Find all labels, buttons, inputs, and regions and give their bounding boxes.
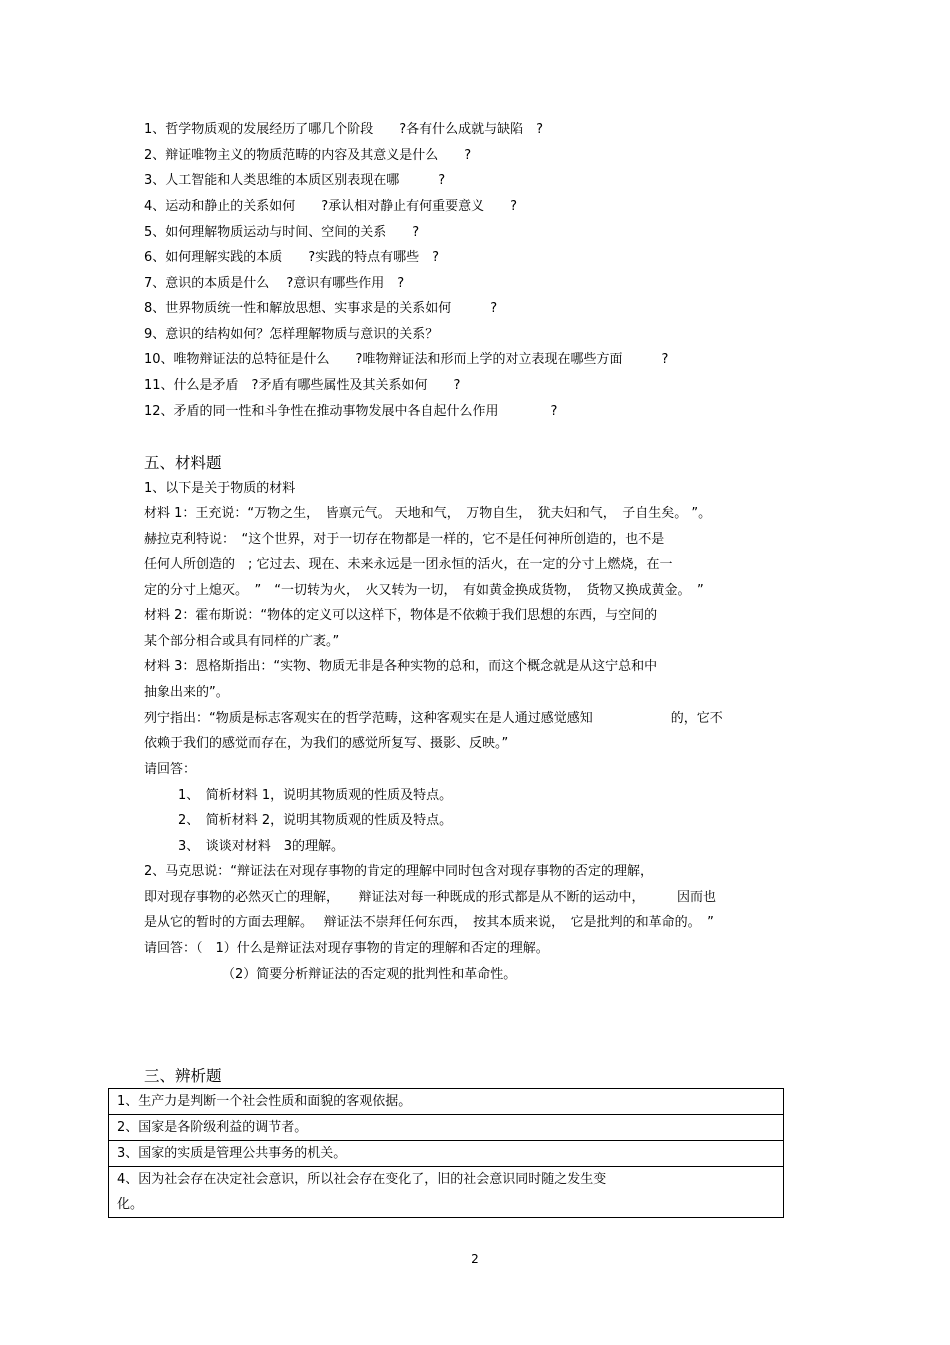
row4-line2: 化。 [117,1197,144,1212]
table-cell: 2、国家是各阶级利益的调节者。 [109,1115,784,1141]
table-row [109,1141,784,1167]
question-2: 2、辩证唯物主义的物质范畴的内容及其意义是什么 ? [144,148,472,163]
table-cell: 3、国家的实质是管理公共事务的机关。 [109,1141,784,1167]
section5-line: 抽象出来的”。 [144,685,229,700]
section3-title: 三、辨析题 [144,1067,222,1085]
question-6: 6、如何理解实践的本质 ?实践的特点有哪些 ? [144,250,440,265]
question-8: 8、世界物质统一性和解放思想、实事求是的关系如何 ? [144,301,498,316]
section5-line: 某个部分相合或具有同样的广袤。” [144,634,340,649]
q2-line: 2、马克思说：“辩证法在对现存事物的肯定的理解中同时包含对现存事物的否定的理解， [144,864,654,879]
section5-line: 1、以下是关于物质的材料 [144,481,296,496]
section5-line: 赫拉克利特说： “这个世界，对于一切存在物都是一样的，它不是任何神所创造的，也不是 [144,532,665,547]
question-3: 3、人工智能和人类思维的本质区别表现在哪 ? [144,173,446,188]
question-4: 4、运动和静止的关系如何 ?承认相对静止有何重要意义 ? [144,199,518,214]
question-1: 1、哲学物质观的发展经历了哪几个阶段 ?各有什么成就与缺陷 ? [144,122,544,137]
section5-line: 材料 1：王充说：“万物之生， 皆禀元气。 天地和气， 万物自生， 犹夫妇和气， 子自生矣。 ”。 [144,506,712,521]
section5-line: 任何人所创造的 ; 它过去、现在、未来永远是一团永恒的活火，在一定的分寸上燃烧，在一 [144,557,673,572]
question-5: 5、如何理解物质运动与时间、空间的关系 ? [144,225,420,240]
sub-question-1: 1、 简析材料 1，说明其物质观的性质及特点。 [178,788,453,803]
table-cell [109,1167,784,1218]
section5-line: 材料 3：恩格斯指出：“实物、物质无非是各种实物的总和，而这个概念就是从这宁总和中 [144,659,658,674]
sub-question-2: 2、 简析材料 2，说明其物质观的性质及特点。 [178,813,453,828]
section5-line: 材料 2：霍布斯说：“物体的定义可以这样下，物体是不依赖于我们思想的东西，与空间的 [144,608,658,623]
section5-line: 依赖于我们的感觉而存在，为我们的感觉所复写、摄影、反映。” [144,736,509,751]
table-row [109,1089,784,1115]
sub-question-3: 3、 谈谈对材料 3的理解。 [178,839,345,854]
discernment-table [108,1088,784,1218]
q2-line: 是从它的暂时的方面去理解。 辩证法不崇拜任何东西， 按其本质来说， 它是批判的和革命的。 ” [144,915,714,930]
section5-title: 五、材料题 [144,454,222,472]
question-10: 10、唯物辩证法的总特征是什么 ?唯物辩证法和形而上学的对立表现在哪些方面 ? [144,352,669,367]
table-cell: 1、生产力是判断一个社会性质和面貌的客观依据。 [109,1089,784,1115]
page-number: 2 [471,1252,479,1266]
question-9: 9、意识的结构如何？怎样理解物质与意识的关系？ [144,327,439,342]
q2-line: 请回答：（ 1）什么是辩证法对现存事物的肯定的理解和否定的理解。 [144,941,549,956]
table-row [109,1115,784,1141]
question-7: 7、意识的本质是什么 ?意识有哪些作用 ? [144,276,405,291]
q2-last-line: （2）简要分析辩证法的否定观的批判性和革命性。 [222,967,517,982]
table-row [109,1167,784,1218]
section5-line: 列宁指出：“物质是标志客观实在的哲学范畴，这种客观实在是人通过感觉感知 的，它不 [144,711,723,726]
section5-line: 定的分寸上熄灭。 ” “一切转为火， 火又转为一切， 有如黄金换成货物， 货物又换成黄金。 ” [144,583,704,598]
q2-line: 即对现存事物的必然灭亡的理解， 辩证法对每一种既成的形式都是从不断的运动中， 因而也 [144,890,717,905]
row4-line1: 4、因为社会存在决定社会意识，所以社会存在变化了，旧的社会意识同时随之发生变 [117,1172,607,1187]
section5-line: 请回答： [144,762,197,777]
question-12: 12、矛盾的同一性和斗争性在推动事物发展中各自起什么作用 ? [144,404,558,419]
question-11: 11、什么是矛盾 ?矛盾有哪些属性及其关系如何 ? [144,378,461,393]
